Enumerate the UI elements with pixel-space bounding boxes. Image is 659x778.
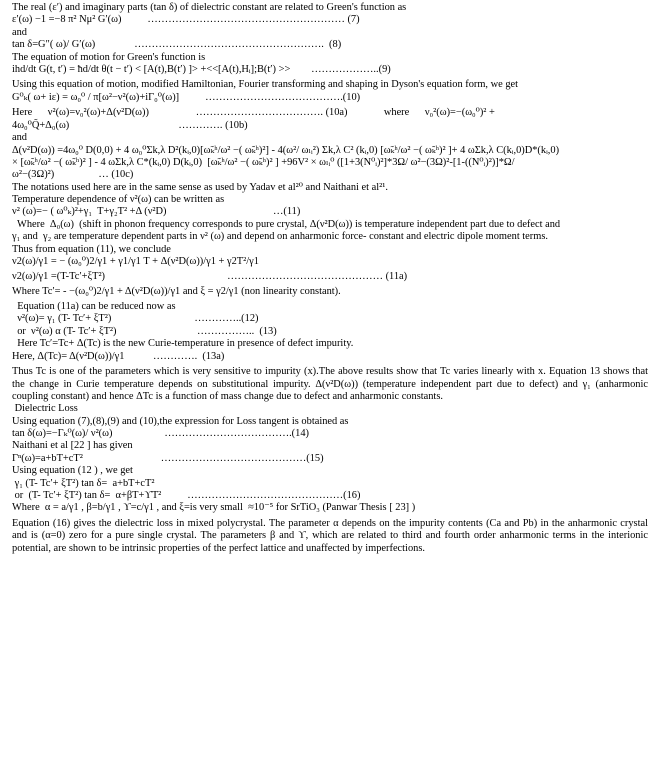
equation-11: ν² (ω)=− ( ω⁰ₖ)²+γ₁ T+γ₂T² +Δ (ν²D) …(11) (12, 206, 301, 218)
text-line: Where Δ₀(ω) (shift in phonon frequency corresponds to pure crystal, Δ(ν²D(ω)) is temperature independent part due to defect and (12, 218, 561, 230)
text-line: and (12, 26, 28, 38)
equation-13a: Here, Δ(Tc)= Δ(ν²D(ω))/γ1 …………. (13a) (12, 350, 225, 362)
text-line: Temperature dependence of ν²(ω) can be written as (12, 194, 225, 206)
equation-11a: ν2(ω)/γ1 =(T-Tc′+ξT²) ……………………………………… (11a) (12, 271, 408, 283)
paragraph: Equation (16) gives the dielectric loss in mixed polycrystal. The parameter α depends on the impurity contents (Ca and Pb) in the anharmonic crystal and is (α=0) zero for a pure single crystal. The parameters β and ϒ, which are related to third and fourth order anharmonic terms in the interionic potential, are shown to be intrinsic properties of the perfect lattice and unaffected by imperfections. (12, 517, 648, 554)
equation-10c-line2: × [ω̃ₖʰ/ω² −( ω̃ₖʰ)² ] - 4 ωΣk,λ C*(kᵢ,0) D(kᵢ,0) [ω̃ₖʰ/ω² −( ω̃ₖʰ)² ] +96V² × ωₗᵢ⁰ ([1+3(N⁰ᵢ)²]*3Ω/ ω²−(3Ω)²-[1-((N⁰ᵢ)²)]*Ω/ (12, 156, 515, 168)
equation-9: ihd/dt G(t, t′) = ħd/dt θ(t − t′) < [A(t),B(t′) ]> +<<[A(t),Hᵢ];B(t′) >> ………………..(9) (12, 63, 391, 75)
equation-fraction: ν2(ω)/γ1 = − (ω₀⁰)2/γ1 + γ1/γ1 T + Δ(ν²D(ω))/γ1 + γ2T²/γ1 (12, 256, 259, 268)
equation-12: ν²(ω)= γ₁ (T- Tc′+ ξT²) …………..(12) (12, 313, 259, 325)
text-line: The notations used here are in the same sense as used by Yadav et al²⁰ and Naithani et al²¹. (12, 181, 388, 193)
text-line: The equation of motion for Green's function is (12, 51, 206, 63)
equation-7: ε′(ω) −1 =−8 π² Nμ² G′(ω) ………………………………………………… (7) (12, 14, 360, 26)
equation-10b: 4ω₀⁰Q̃+Δ₀(ω) …………. (10b) (12, 119, 248, 131)
equation-13: or ν²(ω) α (T- Tc′+ ξT²) …………….. (13) (12, 325, 277, 337)
section-heading: Dielectric Loss (12, 403, 78, 415)
equation-tc: Where Tc′= - −(ω₀⁰)2/γ1 + Δ(ν²D(ω))/γ1 and ξ = γ2/γ1 (non linearity constant). (12, 286, 341, 298)
equation-16a: γ₁ (T- Tc′+ ξT²) tan δ= a+bT+cT² (12, 477, 155, 489)
text-line: Here Tc′=Tc+ Δ(Tc) is the new Curie-temperature in presence of defect impurity. (12, 338, 354, 350)
paper-page (12, 2, 648, 555)
equation-16: or (T- Tc′+ ξT²) tan δ= α+βT+ϒT² ………………………………………(16) (12, 490, 361, 502)
paragraph: Thus Tc is one of the parameters which is very sensitive to impurity (x).The above results show that Tc varies linearly with x. Equation 13 shows that the change in Curie temperature depends on substitutional impurity. Δ(ν²D(ω)) (temperature independent part due to defect) and γ₁ (anharmonic coupling constant) and hence ΔTc is a function of mass change due to defect and anharmonic constants. (12, 366, 648, 402)
text-line: Thus from equation (11), we conclude (12, 243, 171, 255)
text-line: Using equation (7),(8),(9) and (10),the expression for Loss tangent is obtained as (12, 415, 349, 427)
equation-15: Γⁿ(ω)=a+bT+cT² ……………………………………(15) (12, 452, 324, 464)
text-line: The real (ε′) and imaginary parts (tan δ) of dielectric constant are related to Green's function as (12, 2, 407, 13)
equation-8: tan δ=G″( ω)/ G′(ω) ………………………………………………. (8) (12, 39, 342, 51)
equation-10a: Here ν²(ω)=ν₀²(ω)+Δ(ν²D(ω)) ………………………………. (10a) where ν₀²(ω)=−(ω₀⁰)² + (12, 107, 495, 119)
text-line: γ₁ and γ₂ are temperature dependent parts in ν² (ω) and depend on anharmonic force- constant and electric dipole moment terms. (12, 231, 548, 243)
equation-14: tan δ(ω)=−Γₖ⁰(ω)/ ν²(ω) ……………………………….(14) (12, 428, 309, 440)
equation-parameters: Where α = a/γ1 , β=b/γ1 , ϒ=c/γ1 , and ξ=is very small ≈10⁻⁵ for SrTiO₃ (Panwar Thesis [ 23] ) (12, 502, 416, 514)
text-line: Using equation (12 ) , we get (12, 465, 133, 477)
text-line: and (12, 132, 28, 144)
equation-10c-line3: ω²−(3Ω)²) … (10c) (12, 169, 134, 181)
equation-10: G⁰ₖ( ω+ iε) = ω₀⁰ / π[ω²−ν²(ω)+iΓ₀⁰(ω)] ………………………………….(10) (12, 91, 361, 103)
text-line: Equation (11a) can be reduced now as (12, 301, 176, 313)
text-line: Using this equation of motion, modified Hamiltonian, Fourier transforming and shaping in Dyson's equation form, we get (12, 79, 519, 91)
equation-10c-line1: Δ(ν²D(ω)) =4ω₀⁰ D(0,0) + 4 ω₀⁰Σk,λ D²(kᵢ,0)[ω̃ₖʰ/ω² −( ω̃ₖʰ)²] - 4(ω²/ ωₗᵢ²) Σk,λ C² (kᵢ,0) [ω̃ₖʰ/ω² −( ω̃ₖʰ)² ]+ 4 ωΣk,λ C(kᵢ,0)D*(kᵢ,0) (12, 144, 560, 156)
text-line: Naithani et al [22 ] has given (12, 440, 133, 452)
